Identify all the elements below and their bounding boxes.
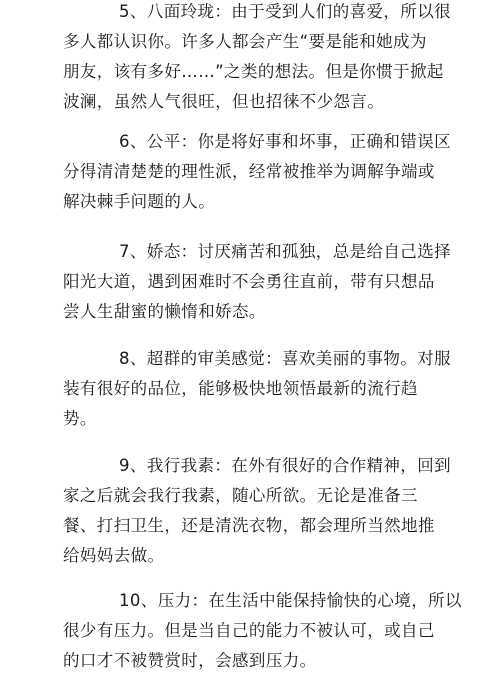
paragraph-9-own-way xyxy=(63,451,472,571)
paragraph-6-fair xyxy=(63,127,472,217)
paragraph-line: 很少有压力。但是当自己的能力不被认可，或自己 xyxy=(63,621,435,640)
paragraph-line: 多人都认识你。许多人都会产生“要是能和她成为 xyxy=(63,32,427,51)
paragraph-line: 9、我行我素：在外有很好的合作精神，回到 xyxy=(119,456,451,475)
paragraph-line: 给妈妈去做。 xyxy=(63,546,165,565)
paragraph-line: 8、超群的审美感觉：喜欢美丽的事物。对服 xyxy=(119,349,451,368)
paragraph-line: 10、压力：在生活中能保持愉快的心境，所以 xyxy=(119,591,462,610)
paragraph-line: 分得清清楚楚的理性派，经常被推举为调解争端或 xyxy=(63,162,435,181)
paragraph-line: 波澜，虽然人气很旺，但也招徕不少怨言。 xyxy=(63,92,385,111)
paragraph-line: 5、八面玲珑：由于受到人们的喜爱，所以很 xyxy=(119,2,451,21)
paragraph-line: 尝人生甜蜜的懒惰和娇态。 xyxy=(63,302,266,321)
paragraph-10-pressure xyxy=(63,586,472,676)
paragraph-line: 朋友，该有多好……”之类的想法。但是你惯于掀起 xyxy=(63,62,444,81)
paragraph-line: 的口才不被赞赏时，会感到压力。 xyxy=(63,651,317,670)
paragraph-line: 装有很好的品位，能够极快地领悟最新的流行趋 xyxy=(63,379,418,398)
paragraph-line: 6、公平：你是将好事和坏事，正确和错误区 xyxy=(119,132,451,151)
paragraph-line: 餐、打扫卫生，还是清洗衣物，都会理所当然地推 xyxy=(63,516,435,535)
paragraph-8-aesthetic xyxy=(63,344,472,434)
paragraph-line: 阳光大道，遇到困难时不会勇往直前，带有只想品 xyxy=(63,272,435,291)
paragraph-line: 解决棘手问题的人。 xyxy=(63,192,216,211)
paragraph-line: 7、娇态：讨厌痛苦和孤独，总是给自己选择 xyxy=(119,242,451,261)
paragraph-7-coquettish xyxy=(63,237,472,327)
paragraph-5-eight-sided xyxy=(63,0,472,117)
paragraph-line: 势。 xyxy=(63,409,97,428)
paragraph-line: 家之后就会我行我素，随心所欲。无论是准备三 xyxy=(63,486,418,505)
